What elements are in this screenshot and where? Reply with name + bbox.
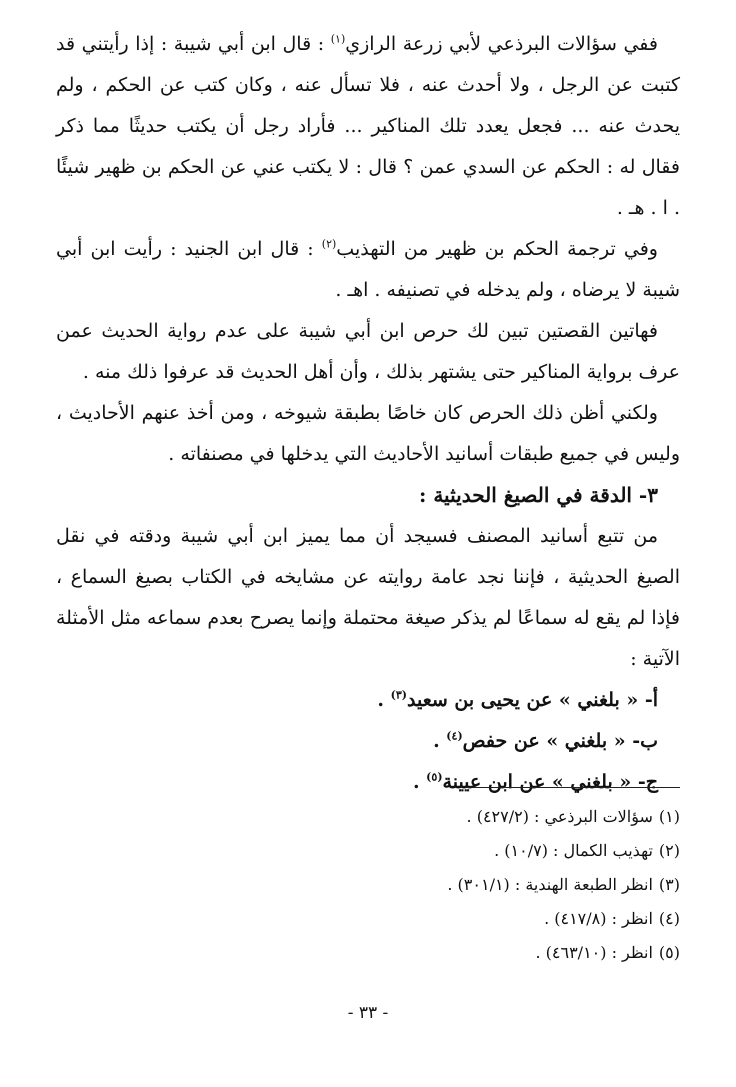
footnote-text: انظر : (٤١٧/٨) .	[544, 909, 653, 928]
paragraph-narration-formulas: من تتبع أسانيد المصنف فسيجد أن مما يميز ابن أبي شيبة ودقته في نقل الصيغ الحديثية ، فإننا نجد عامة روايته عن مشايخه في الكتاب بصيغ السماع ، فإذا لم يقع له سماعًا لم يذكر صيغة محتملة وإنما يصرح بعدم سماعه مثل الأمثلة الآتية :	[56, 525, 680, 670]
paragraph-text: : قال ابن أبي شيبة : إذا رأيتني قد كتبت عن الرجل ، ولا أحدث عنه ، فلا تسأل عنه ، وكان كتب عن الحكم ، ولم يحدث عنه ... فجعل يعدد تلك المناكير ... فأراد رجل أن يكتب حديثًا مما ذكر فقال له : الحكم عن السدي عمن ؟ قال : لا يكتب عني عن الحكم بن ظهير شيئًا . ا . هـ .	[56, 33, 680, 219]
paragraph-text: : قال ابن الجنيد : رأيت ابن أبي شيبة لا يرضاه ، ولم يدخله في تصنيفه . اهـ .	[56, 238, 680, 301]
footnote-reference[interactable]: (٢)	[321, 237, 337, 251]
footnote-reference[interactable]: (١)	[330, 32, 346, 46]
example-end: .	[412, 771, 427, 793]
footnote-reference[interactable]: (٤)	[446, 729, 463, 743]
paragraph-teachers-layer: ولكني أظن ذلك الحرص كان خاصًا بطبقة شيوخه ، ومن أخذ عنهم الأحاديث ، وليس في جميع طبقات أسانيد الأحاديث التي يدخلها في مصنفاته .	[56, 402, 680, 465]
examples-list	[56, 680, 680, 803]
footnote-reference[interactable]: (٣)	[390, 688, 407, 702]
paragraph-text: ففي سؤالات البرذعي لأبي زرعة الرازي	[345, 33, 658, 55]
footnote-number: (٢)	[658, 841, 680, 860]
footnote-number: (٥)	[658, 943, 680, 962]
example-text: ج- « بلغني » عن ابن عيينة	[442, 771, 658, 793]
footnotes-list	[56, 800, 680, 970]
footnote-number: (٤)	[658, 909, 680, 928]
paragraph-text: وفي ترجمة الحكم بن ظهير من التهذيب	[336, 238, 658, 260]
footnote-divider	[468, 787, 680, 788]
footnote-text: سؤالات البرذعي : (٤٢٧/٢) .	[466, 807, 653, 826]
footnote-number: (٣)	[658, 875, 680, 894]
footnote-text: انظر الطبعة الهندية : (٣٠١/١) .	[447, 875, 653, 894]
footnote-item	[56, 800, 680, 834]
example-item	[56, 680, 658, 721]
example-text: أ- « بلغني » عن يحيى بن سعيد	[407, 689, 658, 711]
section-heading: ٣- الدقة في الصيغ الحديثية :	[418, 483, 658, 507]
example-text: ب- « بلغني » عن حفص	[462, 730, 658, 752]
footnote-item	[56, 936, 680, 970]
footnote-item	[56, 834, 680, 868]
paragraph-two-stories: فهاتين القصتين تبين لك حرص ابن أبي شيبة على عدم رواية الحديث عمن عرف برواية المناكير حتى يشتهر بذلك ، وأن أهل الحديث قد عرفوا ذلك منه .	[56, 320, 680, 383]
footnote-text: تهذيب الكمال : (١٠/٧) .	[494, 841, 653, 860]
example-item	[56, 721, 658, 762]
footnote-item	[56, 902, 680, 936]
example-item	[56, 762, 658, 803]
footnote-number: (١)	[658, 807, 680, 826]
example-end: .	[377, 689, 391, 711]
footnote-text: انظر : (٤٦٣/١٠) .	[535, 943, 653, 962]
paragraph-barzai-question	[56, 24, 680, 229]
page-number: - ٣٣ -	[347, 1003, 389, 1023]
main-text	[56, 24, 680, 803]
footnote-item	[56, 868, 680, 902]
footnote-reference[interactable]: (٥)	[426, 770, 443, 784]
example-end: .	[433, 730, 447, 752]
paragraph-tahdhib-biography	[56, 229, 680, 311]
